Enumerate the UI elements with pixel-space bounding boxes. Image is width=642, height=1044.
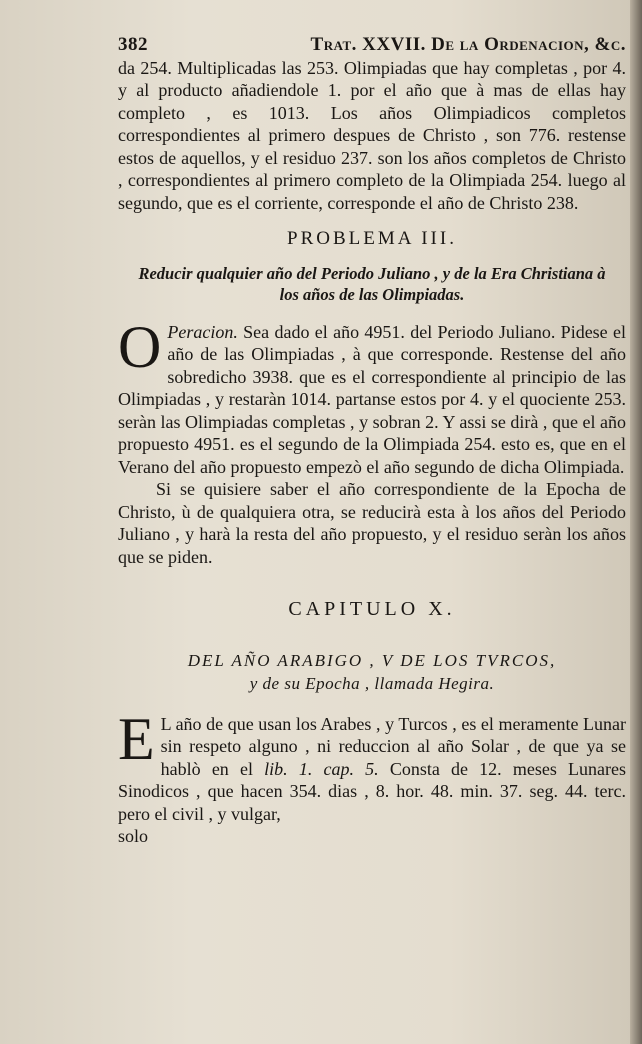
chapter-subheading-line1: DEL AÑO ARABIGO , V DE LOS TVRCOS,	[187, 650, 557, 670]
chapter-heading: CAPITULO X.	[288, 598, 456, 620]
problem-heading: PROBLEMA III.	[287, 228, 457, 249]
chapter-paragraph-end: Consta de 12. meses Lunares Sinodicos , que hacen 354. dias , 8. hor. 48. min. 37. seg. 44. terc. pero el civil , y vulgar,	[118, 758, 626, 824]
catchword: solo	[118, 826, 149, 846]
chapter-subheading-line2: y de su Epocha , llamada Hegira.	[249, 673, 495, 693]
chapter-paragraph-start: L año de que usan los Arabes , y Turcos , es el meramente Lunar sin respeto alguno , ni reduccion al año Solar , de que ya se hablò en el	[160, 713, 626, 779]
problem-paragraph-2: Si se quisiere saber el año correspondiente de la Epocha de Christo, ù de qualquiera otra, se reducirà esta à los años del Periodo Juliano , y harà la resta del año propuesto, y el residuo seràn los años que se piden.	[118, 479, 626, 567]
lead-italic: Peracion.	[167, 321, 238, 342]
dropcap-o: O	[118, 313, 162, 380]
problem-paragraph-1-text: Sea dado el año 4951. del Periodo Juliano. Pidese el año de las Olimpiadas , à que corresponde. Restense del año sobredicho 3938. que es el correspondiente al principio de las Olimpiadas , y restaràn 1014. partanse estos por 4. y el quociente 253. seràn las Olimpiadas completas , y sobran 2. Y assi se dirà , que el año propuesto 4951. es el segundo de la Olimpiada 254. esto es, que en el Verano del año propuesto empezò el año segundo de dicha Olimpiada.	[118, 321, 626, 477]
page-text-block	[118, 34, 626, 848]
dropcap-e: E	[118, 705, 155, 772]
chapter-subheading	[118, 649, 626, 695]
continuation-paragraph: da 254. Multiplicadas las 253. Olimpiadas que hay completas , por 4. y al producto añadiendole 1. por el año que à mas de ellas hay completo , es 1013. Los años Olimpiadicos completos correspondientes al primero despues de Christo , son 776. restense estos de aquellos, y el residuo 237. son los años completos de Christo , correspondientes al primero completo de la Olimpiada 254. luego al segundo, que es el corriente, corresponde el año de Christo 238.	[118, 57, 626, 213]
problem-paragraph-1	[118, 313, 626, 479]
page-number: 382	[118, 34, 148, 55]
chapter-paragraph	[118, 705, 626, 826]
book-spine-shadow	[630, 0, 642, 1044]
chapter-reference: lib. 1. cap. 5.	[264, 758, 379, 779]
problem-subheading: Reducir qualquier año del Periodo Juliano , y de la Era Christiana à los años de las Olimpiadas.	[138, 263, 606, 304]
running-head	[118, 34, 626, 57]
running-title: Trat. XXVII. De la Ordenacion, &c.	[310, 34, 626, 55]
